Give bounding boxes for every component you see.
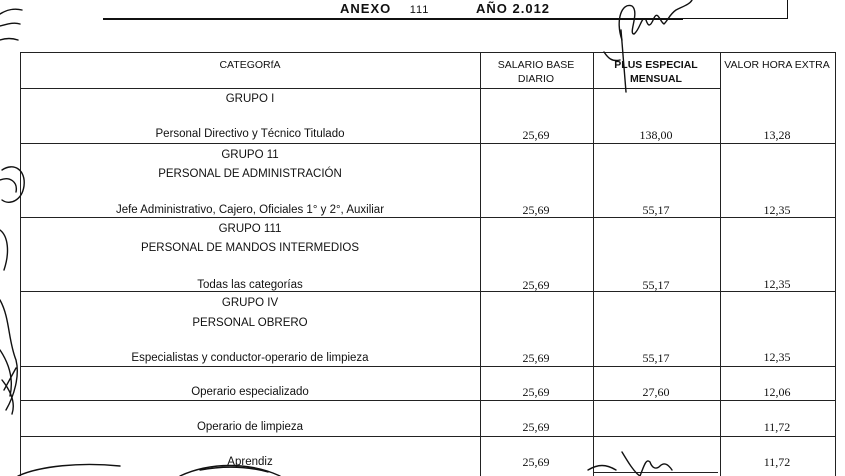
- salario-value: 25,69: [522, 203, 550, 217]
- year-title: AÑO 2.012: [476, 1, 551, 16]
- plus-value: 55,17: [642, 278, 670, 292]
- valor-value: 12,35: [763, 350, 791, 364]
- group-subtitle: PERSONAL DE ADMINISTRACIÓN: [158, 168, 342, 180]
- group-title: GRUPO 11: [221, 149, 279, 161]
- plus-value: 55,17: [642, 203, 670, 217]
- salario-value: 25,69: [522, 455, 550, 469]
- category-label: Jefe Administrativo, Cajero, Oficiales 1° y 2°, Auxiliar: [115, 204, 385, 216]
- group-subtitle: PERSONAL OBRERO: [192, 317, 308, 329]
- valor-value: 12,06: [763, 385, 791, 399]
- group-title: GRUPO 111: [218, 223, 282, 235]
- annex-title: ANEXO 111: [340, 1, 430, 16]
- column-header-categoria: CATEGORfA: [219, 59, 281, 71]
- category-label: Aprendiz: [227, 456, 273, 468]
- category-label: Especialistas y conductor-operario de limpieza: [131, 352, 369, 364]
- category-label: Todas las categorías: [197, 279, 303, 291]
- salario-value: 25,69: [522, 128, 550, 142]
- category-label: Personal Directivo y Técnico Titulado: [155, 128, 345, 140]
- valor-value: 12,35: [763, 203, 791, 217]
- plus-value: 138,00: [639, 128, 673, 142]
- salario-value: 25,69: [522, 385, 550, 399]
- valor-value: 13,28: [763, 128, 791, 142]
- salario-value: 25,69: [522, 420, 550, 434]
- category-label: Operario de limpieza: [196, 421, 304, 433]
- column-header-plus: PLUS ESPECIAL MENSUAL: [614, 59, 698, 85]
- group-title: GRUPO IV: [221, 297, 279, 309]
- column-header-salario: SALARIO BASE DIARIO: [497, 59, 575, 85]
- category-label: Operario especializado: [191, 386, 309, 398]
- plus-value: 55,17: [642, 351, 670, 365]
- group-subtitle: PERSONAL DE MANDOS INTERMEDIOS: [140, 242, 360, 254]
- salario-value: 25,69: [522, 278, 550, 292]
- column-header-valor: VALOR HORA EXTRA: [724, 59, 830, 71]
- valor-value: 12,35: [763, 277, 791, 291]
- salario-value: 25,69: [522, 351, 550, 365]
- valor-value: 11,72: [763, 420, 791, 434]
- signature-bottom: [622, 452, 672, 476]
- group-title: GRUPO I: [225, 93, 275, 105]
- valor-value: 11,72: [763, 455, 791, 469]
- signature-top: [619, 0, 692, 40]
- plus-value: 27,60: [642, 385, 670, 399]
